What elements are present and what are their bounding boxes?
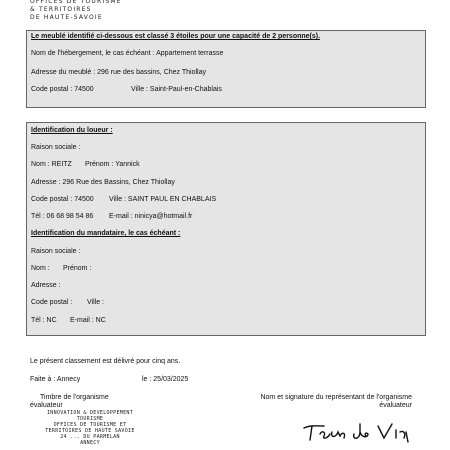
header-line-3: DE HAUTE-SAVOIE — [30, 14, 103, 21]
made-at: Faite à : Annecy — [30, 376, 81, 383]
accommodation-postcode: Code postal : 74500 — [31, 86, 94, 93]
stamp-line-4: TERRITOIRES DE HAUTE SAVOIE — [45, 428, 135, 434]
loueur-heading: Identification du loueur : — [31, 127, 113, 134]
mandataire-prenom: Prénom : — [63, 265, 92, 272]
signature-label: Nom et signature du représentant de l'organisme — [260, 394, 412, 401]
mandataire-nom: Nom : — [31, 265, 50, 272]
mandataire-email: E-mail : NC — [70, 317, 106, 324]
mandataire-raison-sociale: Raison sociale : — [31, 248, 81, 255]
header-line-2: & TERRITOIRES — [30, 6, 92, 13]
loueur-prenom: Prénom : Yannick — [85, 161, 140, 168]
mandataire-city: Ville : — [87, 299, 104, 306]
date-label: le : 25/03/2025 — [142, 376, 189, 383]
stamp-line-6: ANNECY — [80, 440, 100, 446]
mandataire-address: Adresse : — [31, 282, 61, 289]
stamp-line-5: 24 ... DU PARMELAN — [60, 434, 120, 440]
handwritten-signature — [300, 420, 412, 446]
stamp-line-3: OFFICES DE TOURISME ET — [53, 422, 127, 428]
signature-label-line-2: évaluateur — [379, 402, 412, 409]
classification-box — [26, 30, 426, 108]
accommodation-city: Ville : Saint-Paul-en-Chablais — [131, 86, 222, 93]
identification-box — [26, 122, 426, 336]
loueur-nom: Nom : REITZ — [31, 161, 72, 168]
timbre-label: Timbre de l'organisme — [40, 394, 109, 401]
accommodation-address: Adresse du meublé : 296 rue des bassins, Chez Thiollay — [31, 69, 206, 76]
loueur-email: E-mail : ninicya@hotmail.fr — [109, 213, 193, 220]
loueur-tel: Tél : 06 68 98 54 86 — [31, 213, 94, 220]
accommodation-name: Nom de l'hébergement, le cas échéant : Appartement terrasse — [31, 50, 224, 57]
classification-heading: Le meublé identifié ci-dessous est classé 3 étoiles pour une capacité de 2 personne(s). — [31, 33, 321, 40]
organisme-stamp — [30, 410, 150, 446]
header-line-1: OFFICES DE TOURISME — [30, 0, 122, 5]
stamp-line-1: INNOVATION & DEVELOPPEMENT — [46, 410, 134, 416]
mandataire-tel: Tél : NC — [31, 317, 57, 324]
stamp-line-2: TOURISME — [76, 416, 104, 422]
loueur-postcode: Code postal : 74500 — [31, 196, 94, 203]
validity-statement: Le présent classement est délivré pour cinq ans. — [30, 358, 181, 365]
mandataire-postcode: Code postal : — [31, 299, 73, 306]
loueur-address: Adresse : 296 Rue des Bassins, Chez Thiollay — [31, 179, 175, 186]
loueur-raison-sociale: Raison sociale : — [31, 144, 81, 151]
mandataire-heading: Identification du mandataire, le cas échéant : — [31, 230, 181, 237]
loueur-city: Ville : SAINT PAUL EN CHABLAIS — [109, 196, 217, 203]
timbre-label-line-2: évaluateur — [30, 402, 63, 409]
